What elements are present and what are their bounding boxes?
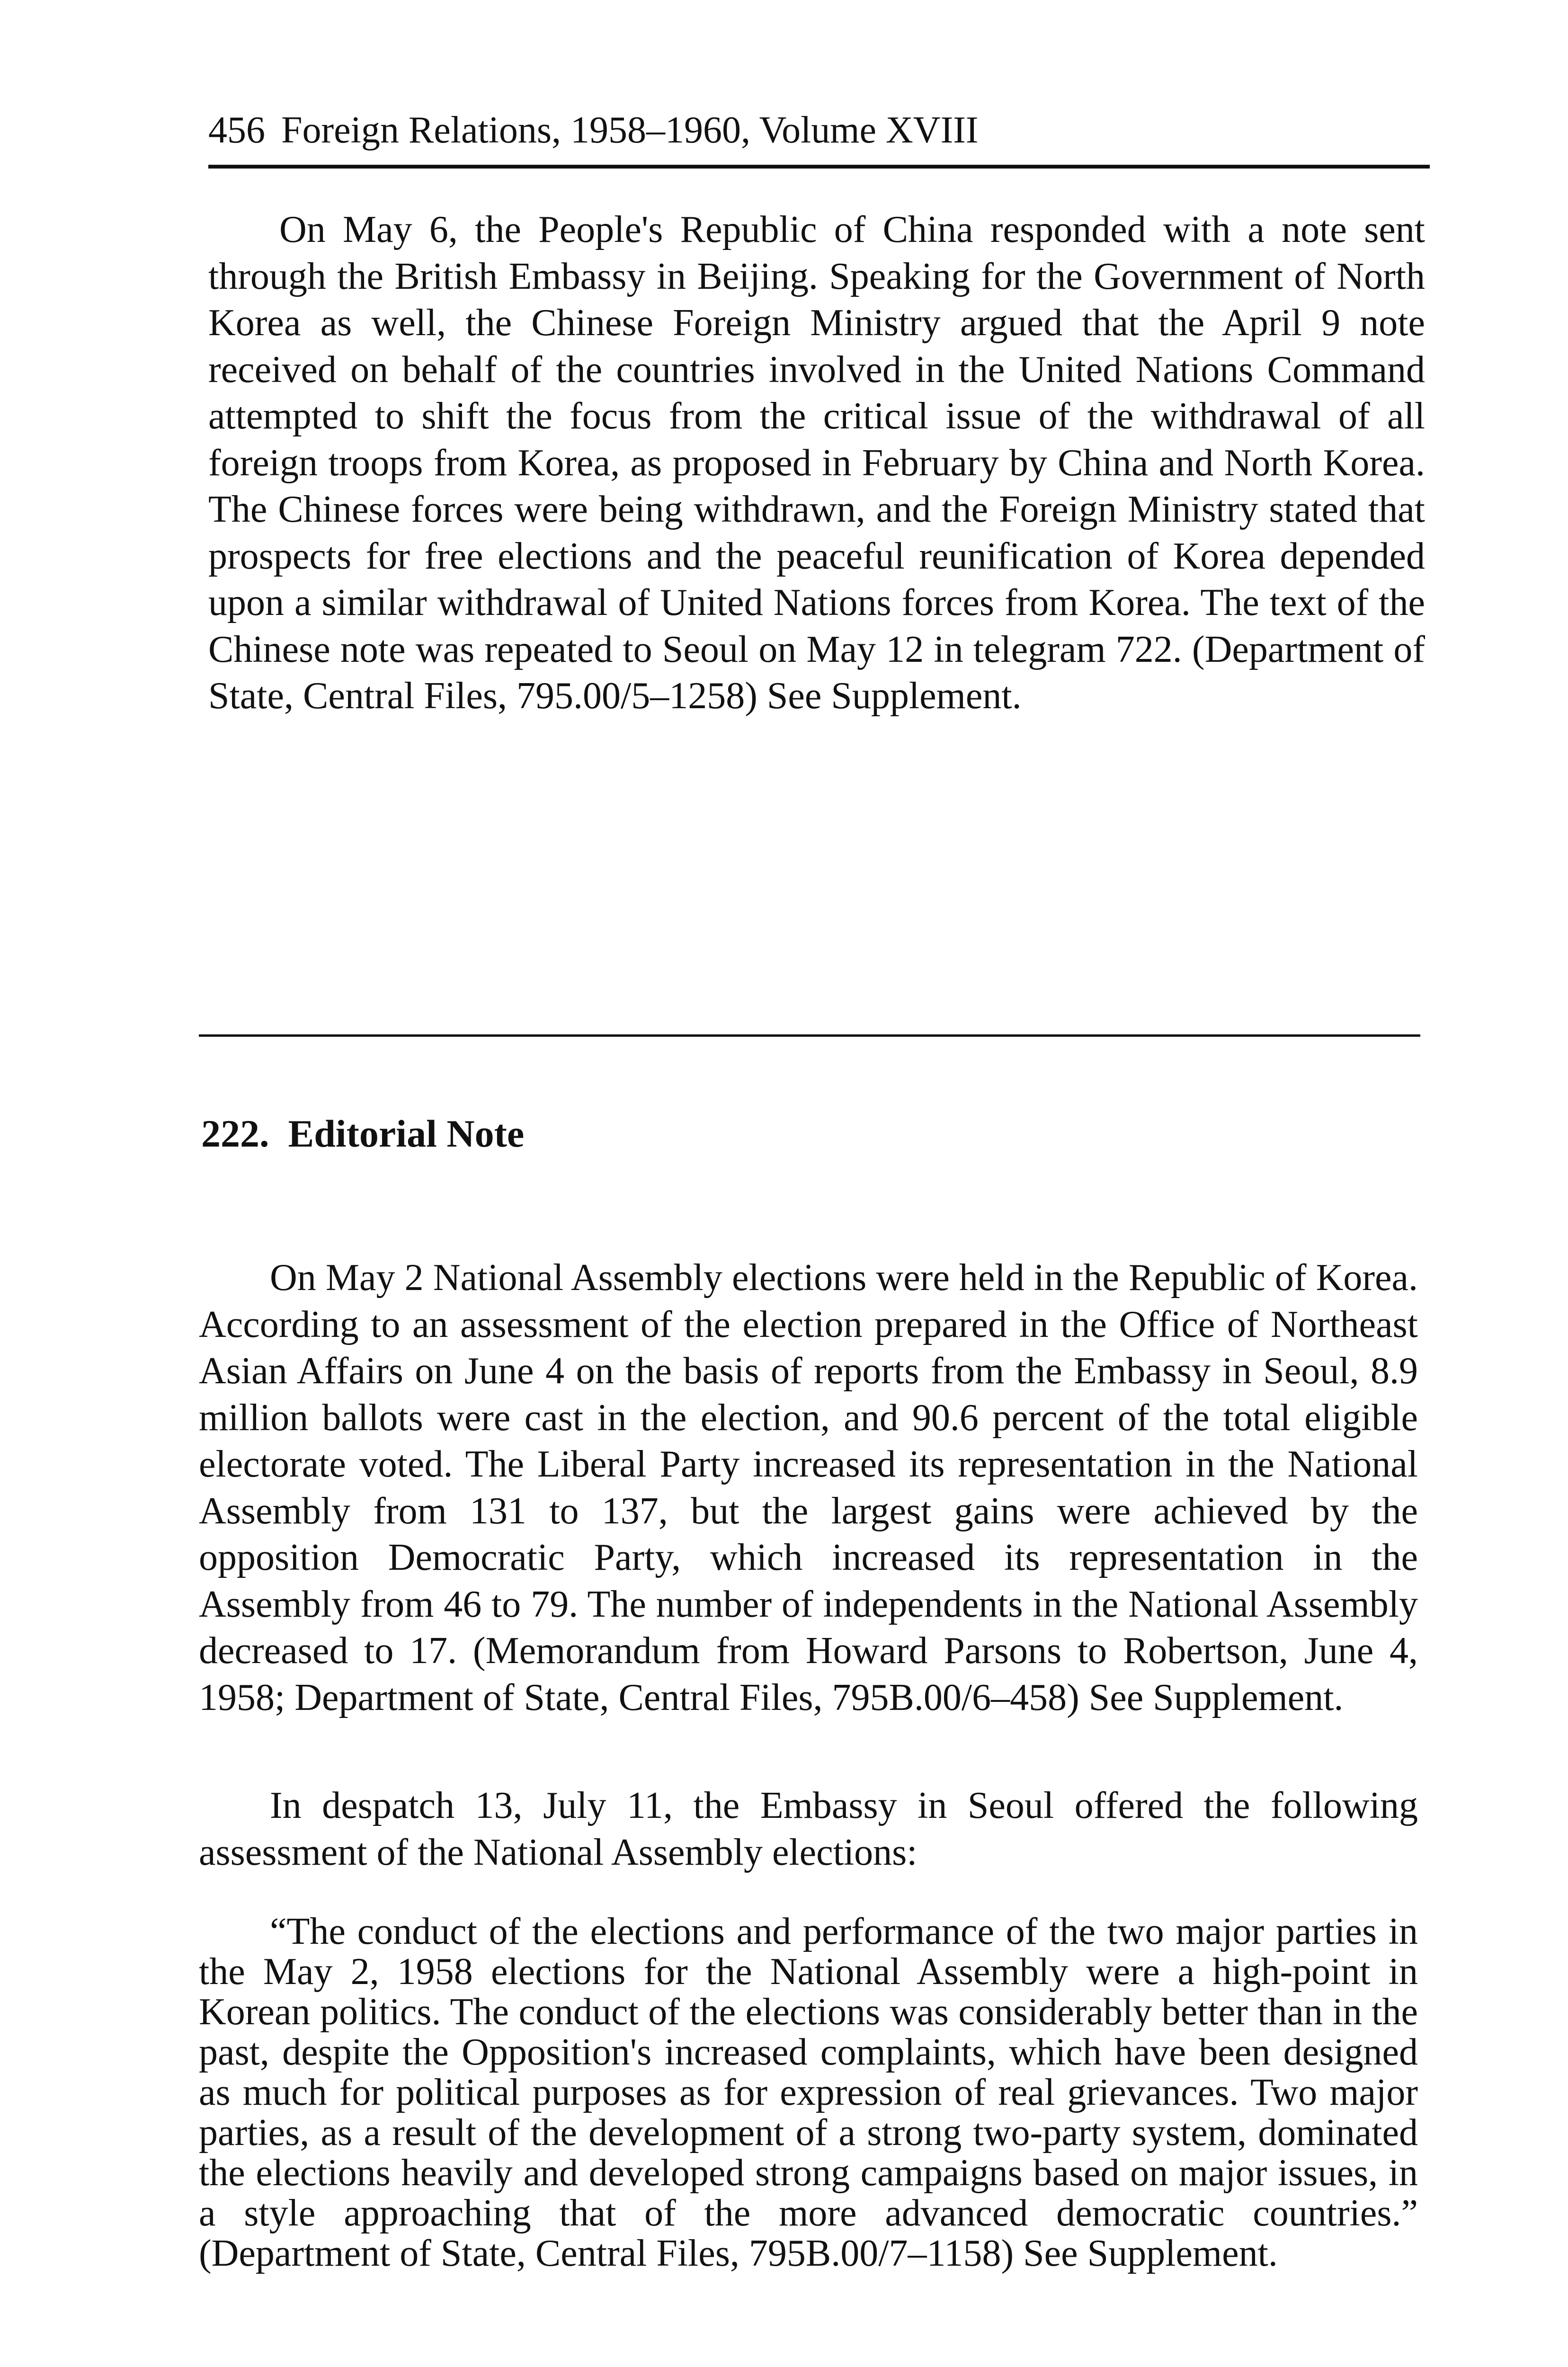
document-number: 222. [201, 1112, 269, 1155]
section-divider [199, 1034, 1420, 1037]
body-paragraph: In despatch 13, July 11, the Embassy in Seoul offered the following assessment of the National Assembly elections: [199, 1785, 1418, 1873]
document-title: Editorial Note [288, 1112, 525, 1155]
header-rule [208, 165, 1430, 169]
body-paragraph: On May 2 National Assembly elections were held in the Republic of Korea. According to an assessment of the election prepared in the Office of Northeast Asian Affairs on June 4 on the basis of reports from the Embassy in Seoul, 8.9 million ballots were cast in the election, and 90.6 percent of the total eligible electorate voted. The Liberal Party increased its representation in the National Assembly from 131 to 137, but the largest gains were achieved by the opposition Democratic Party, which increased its representation in the Assembly from 46 to 79. The number of independents in the National Assembly decreased to 17. (Memorandum from Howard Parsons to Robertson, June 4, 1958; Department of State, Central Files, 795B.00/6–458) See Supplement. [199, 1257, 1418, 1718]
running-head [208, 107, 1430, 154]
previous-note-paragraph: On May 6, the People's Republic of China responded with a note sent through the British Embassy in Beijing. Speaking for the Government of North Korea as well, the Chinese Foreign Ministry argued that the April 9 note received on behalf of the countries involved in the United Nations Command attempted to shift the focus from the critical issue of the withdrawal of all foreign troops from Korea, as proposed in February by China and North Korea. The Chinese forces were being withdrawn, and the Foreign Ministry stated that prospects for free elections and the peaceful reunification of Korea depended upon a similar withdrawal of United Nations forces from Korea. The text of the Chinese note was repeated to Seoul on May 12 in telegram 722. (Department of State, Central Files, 795.00/5–1258) See Supplement. [208, 209, 1425, 717]
document-heading [201, 1110, 524, 1157]
volume-title: Foreign Relations, 1958–1960, Volume XVIII [281, 109, 979, 151]
page-number: 456 [208, 109, 265, 151]
quoted-assessment: “The conduct of the elections and performance of the two major parties in the May 2, 1958 elections for the National Assembly were a high-point in Korean politics. The conduct of the elections was considerably better than in the past, despite the Opposition's increased complaints, which have been designed as much for political purposes as for expression of real grievances. Two major parties, as a result of the development of a strong two-party system, dominated the elections heavily and developed strong campaigns based on major issues, in a style approaching that of the more advanced democratic countries.” (Department of State, Central Files, 795B.00/7–1158) See Supplement. [199, 1911, 1418, 2274]
